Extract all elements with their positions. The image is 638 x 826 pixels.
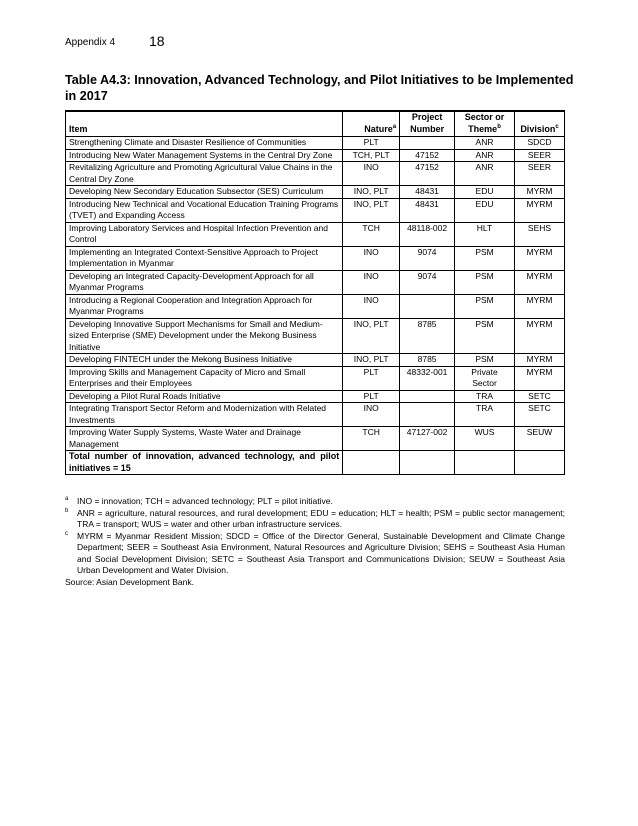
cell-project-number: 9074	[400, 270, 455, 294]
cell-division: MYRM	[514, 354, 564, 367]
cell-project-number: 48431	[400, 198, 455, 222]
cell-division: SETC	[514, 403, 564, 427]
note-c: c MYRM = Myanmar Resident Mission; SDCD = Office of the Director General, Sustainable Development and Climate Change Department; SEER = Southeast Asia Environment, Natural Resources and Agriculture Division; SEHS = Southeast Asia Human and Social Development Division; SETC = Southeast Asia Transport and Communications Division; SEUW = Southeast Asia Urban Development and Water Division.	[65, 530, 565, 575]
total-empty-cell	[400, 451, 455, 475]
cell-project-number: 48118-002	[400, 222, 455, 246]
table-title: Table A4.3: Innovation, Advanced Technology, and Pilot Initiatives to be Implemented in 2017	[65, 73, 574, 103]
cell-sector: EDU	[455, 198, 515, 222]
cell-project-number: 48332-001	[400, 366, 455, 390]
cell-sector: HLT	[455, 222, 515, 246]
cell-division: MYRM	[514, 318, 564, 354]
cell-nature: TCH	[343, 222, 400, 246]
cell-project-number	[400, 390, 455, 403]
total-empty-cell	[514, 451, 564, 475]
table-row	[66, 390, 565, 403]
cell-item: Introducing New Technical and Vocational Education Training Programs (TVET) and Expanding Access	[66, 198, 343, 222]
cell-sector: Private Sector	[455, 366, 515, 390]
cell-nature: INO, PLT	[343, 354, 400, 367]
table-row	[66, 149, 565, 162]
source-note: Source: Asian Development Bank.	[65, 576, 194, 587]
cell-division: SETC	[514, 390, 564, 403]
table-row	[66, 270, 565, 294]
cell-division: MYRM	[514, 198, 564, 222]
cell-item: Integrating Transport Sector Reform and Modernization with Related Investments	[66, 403, 343, 427]
cell-nature: INO	[343, 162, 400, 186]
cell-nature: PLT	[343, 137, 400, 150]
cell-division: MYRM	[514, 366, 564, 390]
cell-nature: PLT	[343, 366, 400, 390]
col-header-sector: Sector or Theme$^b$	[455, 111, 515, 137]
cell-sector: ANR	[455, 149, 515, 162]
table-row	[66, 246, 565, 270]
cell-sector: ANR	[455, 137, 515, 150]
table-row	[66, 162, 565, 186]
table-row	[66, 318, 565, 354]
page-header	[65, 33, 165, 49]
cell-sector: TRA	[455, 403, 515, 427]
appendix-label: Appendix 4	[65, 37, 116, 48]
cell-division: MYRM	[514, 186, 564, 199]
table-header-row	[66, 111, 565, 137]
total-empty-cell	[455, 451, 515, 475]
cell-project-number: 9074	[400, 246, 455, 270]
cell-division: SEER	[514, 162, 564, 186]
cell-nature: INO	[343, 294, 400, 318]
table-row	[66, 354, 565, 367]
cell-item: Improving Water Supply Systems, Waste Water and Drainage Management	[66, 427, 343, 451]
table-row	[66, 294, 565, 318]
cell-sector: PSM	[455, 270, 515, 294]
cell-project-number: 47127-002	[400, 427, 455, 451]
total-label: Total number of innovation, advanced technology, and pilot initiatives = 15	[66, 451, 343, 475]
cell-item: Developing New Secondary Education Subsector (SES) Curriculum	[66, 186, 343, 199]
cell-division: SEUW	[514, 427, 564, 451]
cell-project-number: 8785	[400, 354, 455, 367]
total-empty-cell	[343, 451, 400, 475]
cell-sector: PSM	[455, 318, 515, 354]
cell-item: Introducing a Regional Cooperation and Integration Approach for Myanmar Programs	[66, 294, 343, 318]
cell-division: SEER	[514, 149, 564, 162]
cell-item: Revitalizing Agriculture and Promoting Agricultural Value Chains in the Central Dry Zone	[66, 162, 343, 186]
cell-item: Implementing an Integrated Context-Sensitive Approach to Project Implementation in Myanmar	[66, 246, 343, 270]
cell-project-number: 47152	[400, 162, 455, 186]
table-row	[66, 366, 565, 390]
cell-item: Strengthening Climate and Disaster Resilience of Communities	[66, 137, 343, 150]
table-row	[66, 137, 565, 150]
cell-item: Developing FINTECH under the Mekong Business Initiative	[66, 354, 343, 367]
table-row	[66, 403, 565, 427]
note-a: a INO = innovation; TCH = advanced technology; PLT = pilot initiative.	[65, 496, 333, 506]
cell-nature: INO	[343, 270, 400, 294]
cell-project-number: 8785	[400, 318, 455, 354]
table-row	[66, 222, 565, 246]
cell-nature: TCH, PLT	[343, 149, 400, 162]
col-header-project-number: Project Number	[400, 111, 455, 137]
cell-nature: PLT	[343, 390, 400, 403]
table-notes	[65, 496, 565, 588]
cell-division: SEHS	[514, 222, 564, 246]
cell-sector: EDU	[455, 186, 515, 199]
cell-item: Improving Skills and Management Capacity of Micro and Small Enterprises and their Employees	[66, 366, 343, 390]
cell-item: Introducing New Water Management Systems in the Central Dry Zone	[66, 149, 343, 162]
cell-division: MYRM	[514, 246, 564, 270]
cell-sector: ANR	[455, 162, 515, 186]
cell-nature: INO, PLT	[343, 318, 400, 354]
cell-sector: PSM	[455, 294, 515, 318]
table-row	[66, 198, 565, 222]
initiatives-table	[65, 110, 565, 475]
cell-nature: INO	[343, 246, 400, 270]
cell-item: Improving Laboratory Services and Hospital Infection Prevention and Control	[66, 222, 343, 246]
cell-division: SDCD	[514, 137, 564, 150]
col-header-division: Division$^c$	[514, 111, 564, 137]
cell-division: MYRM	[514, 294, 564, 318]
cell-project-number	[400, 294, 455, 318]
table-row	[66, 186, 565, 199]
cell-nature: INO, PLT	[343, 186, 400, 199]
cell-sector: PSM	[455, 354, 515, 367]
cell-sector: PSM	[455, 246, 515, 270]
table-row	[66, 427, 565, 451]
cell-nature: INO	[343, 403, 400, 427]
cell-project-number	[400, 137, 455, 150]
cell-sector: TRA	[455, 390, 515, 403]
cell-sector: WUS	[455, 427, 515, 451]
table-body	[66, 137, 565, 451]
cell-nature: INO, PLT	[343, 198, 400, 222]
cell-project-number	[400, 403, 455, 427]
col-header-nature: Nature$^a$	[343, 111, 400, 137]
page-number: 18	[149, 33, 165, 49]
cell-item: Developing Innovative Support Mechanisms for Small and Medium-sized Enterprise (SME) Development under the Mekong Business Initiative	[66, 318, 343, 354]
cell-project-number: 47152	[400, 149, 455, 162]
cell-item: Developing an Integrated Capacity-Development Approach for all Myanmar Programs	[66, 270, 343, 294]
cell-nature: TCH	[343, 427, 400, 451]
cell-project-number: 48431	[400, 186, 455, 199]
col-header-item: Item	[66, 111, 343, 137]
total-row	[66, 451, 565, 475]
cell-item: Developing a Pilot Rural Roads Initiative	[66, 390, 343, 403]
note-b: b ANR = agriculture, natural resources, and rural development; EDU = education; HLT = health; PSM = public sector management; TRA = transport; WUS = water and other urban infrastructure services.	[65, 507, 565, 529]
cell-division: MYRM	[514, 270, 564, 294]
